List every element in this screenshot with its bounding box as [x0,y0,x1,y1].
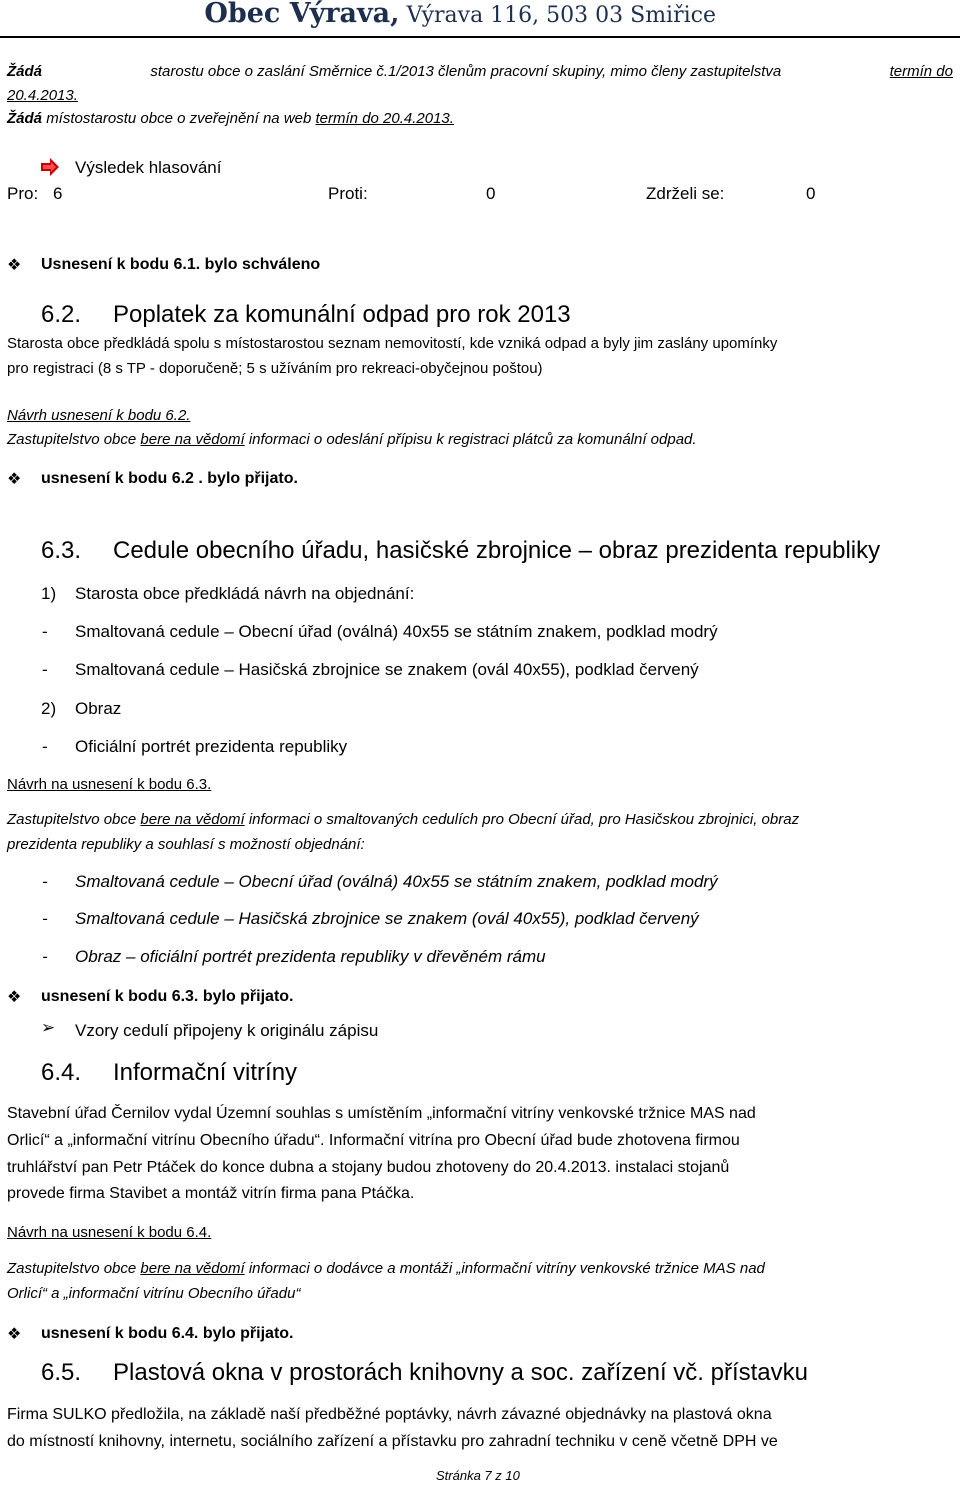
section-6-4-title: Informační vitríny [113,1059,298,1086]
intro-line-1b-deadline: 20.4.2013. [7,87,78,104]
section-6-3-proposal-line-2: prezidenta republiky a souhlasí s možností objednání: [7,836,365,853]
section-6-4-body-line-1: Stavební úřad Černilov vydal Územní souhlas s umístěním „informační vitríny venkovské tržnice MAS nad [7,1105,756,1122]
intro-line-1-deadline: termín do [889,63,953,80]
section-6-3-italic-dash-1: Smaltovaná cedule – Obecní úřad (oválná) 40x55 se státním znakem, podklad modrý [75,872,718,891]
section-6-4-proposal-end: informaci o dodávce a montáži „informační vitríny venkovské tržnice MAS nad [248,1260,765,1277]
section-6-4-body-line-2: Orlicí“ a „informační vitrínu Obecního úřadu“. Informační vitrína pro Obecní úřad bude zhotovena firmou [7,1132,740,1149]
diamond-bullet-icon: ❖ [7,257,22,274]
dash-bullet: - [42,660,48,679]
section-6-3-item-1-text: Starosta obce předkládá návrh na objednání: [75,584,415,603]
intro-line-1-verb: Žádá [7,63,43,80]
section-6-2-proposal-label: Návrh usnesení k bodu 6.2. [7,407,191,424]
section-6-4-proposal-line-2: Orlicí“ a „informační vitrínu Obecního úřadu“ [7,1285,301,1302]
section-6-2-proposal-underlined: bere na vědomí [140,431,245,448]
diamond-bullet-icon: ❖ [7,471,22,488]
vote-zdrzeli-value: 0 [806,184,816,203]
dash-bullet: - [42,909,48,928]
intro-line-1 [7,59,953,84]
header-org: Obec Výrava, [204,0,400,29]
section-6-3-item-1-number: 1) [41,584,57,603]
section-6-4-proposal-label: Návrh na usnesení k bodu 6.4. [7,1224,212,1241]
vote-pro-label: Pro: [7,184,39,203]
section-6-2-body-line-2: pro registraci (8 s TP - doporučeně; 5 s užíváním pro rekreaci-obyčejnou poštou) [7,360,543,377]
section-6-3-attachment-note: Vzory cedulí připojeny k originálu zápisu [75,1021,379,1040]
intro-line-2-verb: Žádá [7,110,43,127]
vote-proti-value: 0 [486,184,496,203]
section-6-3-title: Cedule obecního úřadu, hasičské zbrojnice – obraz prezidenta republiky [113,537,881,564]
section-6-3-proposal-end: informaci o smaltovaných cedulích pro Obecní úřad, pro Hasičskou zbrojnici, obraz [248,811,800,828]
resolution-6-3: usnesení k bodu 6.3. bylo přijato. [41,988,294,1005]
section-6-3-italic-dash-3: Obraz – oficiální portrét prezidenta republiky v dřevěném rámu [75,947,546,966]
section-6-3-dash-2: Smaltovaná cedule – Hasičská zbrojnice se znakem (ovál 40x55), podklad červený [75,660,699,679]
arrow-bullet-icon: ➢ [41,1018,56,1037]
diamond-bullet-icon: ❖ [7,1326,22,1343]
resolution-6-4: usnesení k bodu 6.4. bylo přijato. [41,1325,294,1342]
section-6-4-proposal-start: Zastupitelstvo obce [7,1260,137,1277]
section-6-3-item-2-text: Obraz [75,699,122,718]
section-6-3-item-2-number: 2) [41,699,57,718]
vote-title: Výsledek hlasování [75,158,222,177]
header-address: Výrava 116, 503 03 Smiřice [406,3,716,28]
section-6-4-number: 6.4. [41,1059,82,1086]
section-6-5-body-line-1: Firma SULKO předložila, na základě naší předběžné poptávky, návrh závazné objednávky na plastová okna [7,1406,772,1423]
section-6-5-title: Plastová okna v prostorách knihovny a soc. zařízení vč. přístavku [113,1359,808,1386]
section-6-4-body-line-3: truhlářství pan Petr Ptáček do konce dubna a stojany budou zhotoveny do 20.4.2013. instalaci stojanů [7,1159,730,1176]
red-arrow-icon [40,157,60,177]
section-6-2-proposal [7,427,697,452]
section-6-5-body-line-2: do místností knihovny, internetu, sociálního zařízení a přístavku pro zahradní techniku v ceně včetně DPH ve [7,1433,778,1450]
section-6-2-number: 6.2. [41,301,82,328]
section-6-2-proposal-end: informaci o odeslání přípisu k registraci plátců za komunální odpad. [248,431,697,448]
resolution-6-1: Usnesení k bodu 6.1. bylo schváleno [41,256,321,273]
diamond-bullet-icon: ❖ [7,989,22,1006]
section-6-2-body-line-1: Starosta obce předkládá spolu s místostarostou seznam nemovitostí, kde vzniká odpad a byly jim zaslány upomínky [7,335,778,352]
section-6-3-proposal-underlined: bere na vědomí [140,811,245,828]
section-6-5-number: 6.5. [41,1359,82,1386]
section-6-3-proposal-line-1 [7,807,799,832]
section-6-2-proposal-start: Zastupitelstvo obce [7,431,137,448]
section-6-4-proposal-line-1 [7,1256,765,1281]
vote-zdrzeli-label: Zdrželi se: [646,184,725,203]
dash-bullet: - [42,872,48,891]
resolution-6-2: usnesení k bodu 6.2 . bylo přijato. [41,470,298,487]
section-6-3-dash-3: Oficiální portrét prezidenta republiky [75,737,348,756]
section-6-3-italic-dash-2: Smaltovaná cedule – Hasičská zbrojnice se znakem (ovál 40x55), podklad červený [75,909,699,928]
dash-bullet: - [42,947,48,966]
section-6-3-proposal-start: Zastupitelstvo obce [7,811,137,828]
dash-bullet: - [42,622,48,641]
vote-proti-label: Proti: [328,184,368,203]
vote-pro-value: 6 [53,184,63,203]
section-6-3-number: 6.3. [41,537,82,564]
dash-bullet: - [42,737,48,756]
intro-line-1-text: starostu obce o zaslání Směrnice č.1/2013 členům pracovní skupiny, mimo členy zastupitelstva [150,63,782,80]
section-6-4-proposal-underlined: bere na vědomí [140,1260,245,1277]
intro-line-2-text: místostarostu obce o zveřejnění na web [46,110,312,127]
page-header [204,0,716,29]
section-6-3-dash-1: Smaltovaná cedule – Obecní úřad (oválná) 40x55 se státním znakem, podklad modrý [75,622,718,641]
section-6-2-title: Poplatek za komunální odpad pro rok 2013 [113,301,571,328]
section-6-4-body-line-4: provede firma Stavibet a montáž vitrín firma pana Ptáčka. [7,1185,415,1202]
header-divider [0,36,960,38]
intro-line-2-deadline: termín do 20.4.2013. [315,110,454,127]
intro-line-2 [7,106,454,131]
section-6-3-proposal-label: Návrh na usnesení k bodu 6.3. [7,776,212,793]
page-footer: Stránka 7 z 10 [436,1468,520,1483]
